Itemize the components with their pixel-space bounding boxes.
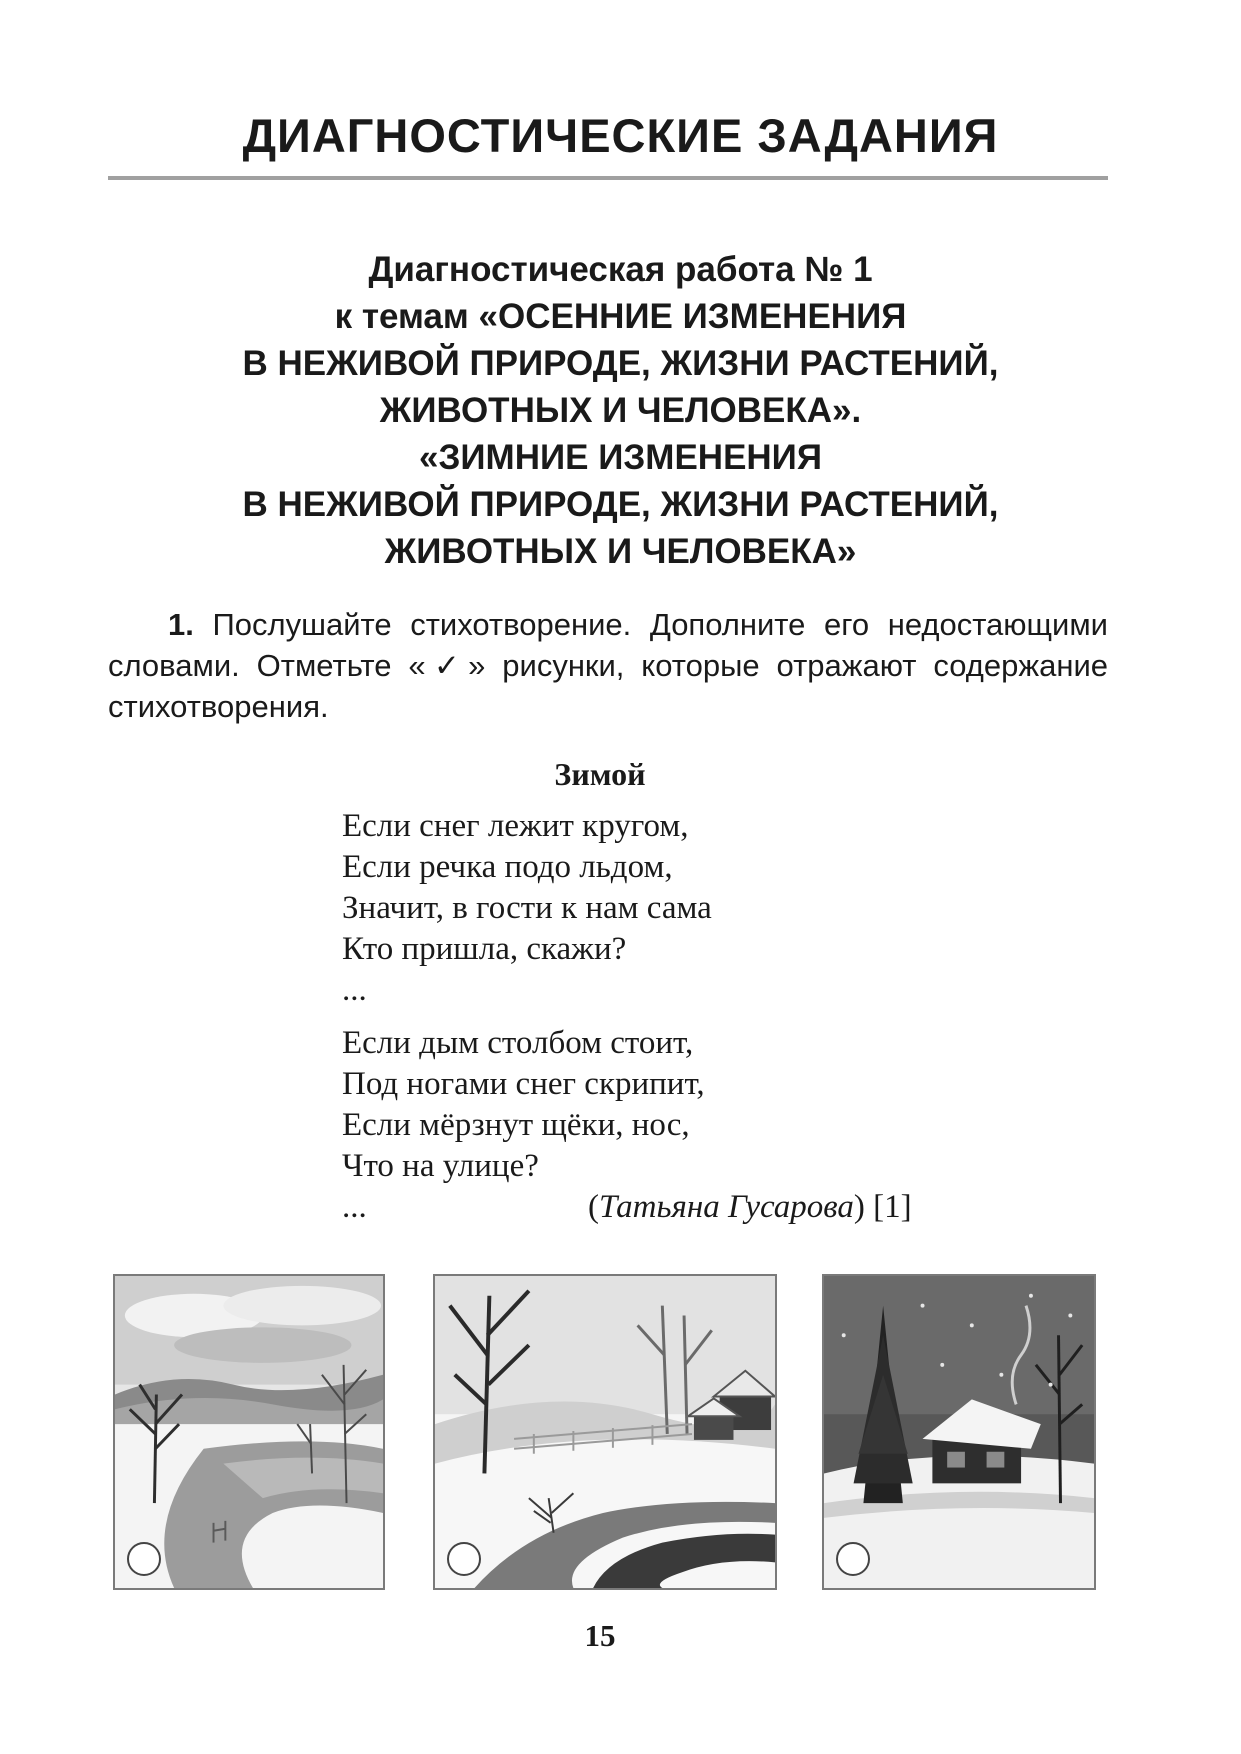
author-name: Татьяна Гусарова — [599, 1189, 854, 1225]
winter-night-cabin-icon — [824, 1276, 1094, 1588]
poem-blank-line: ... — [342, 1189, 367, 1225]
work-heading-line: Диагностическая работа № 1 — [368, 250, 873, 289]
winter-stream-house-icon — [435, 1276, 775, 1588]
winter-river-landscape-icon — [115, 1276, 383, 1588]
poem-line: Кто пришла, скажи? — [342, 931, 627, 967]
work-heading-line: к темам «ОСЕННИЕ ИЗМЕНЕНИЯ — [334, 297, 907, 336]
poem-author: (Татьяна Гусарова) [1] — [588, 1189, 912, 1225]
work-heading-line: ЖИВОТНЫХ И ЧЕЛОВЕКА» — [384, 532, 857, 571]
answer-checkbox[interactable] — [127, 1542, 161, 1576]
poem-last-line — [342, 1187, 1032, 1228]
work-heading-line: В НЕЖИВОЙ ПРИРОДЕ, ЖИЗНИ РАСТЕНИЙ, — [242, 344, 999, 383]
task-text: Послушайте стихотворение. Дополните его недостающими словами. Отметьте «✓» рисунки, которые отражают содержание стихотворения. — [108, 607, 1108, 724]
poem-title: Зимой — [554, 756, 646, 792]
work-heading — [60, 246, 1181, 575]
poem-line: Если дым столбом стоит, — [342, 1025, 694, 1061]
answer-checkbox[interactable] — [836, 1542, 870, 1576]
work-heading-line: В НЕЖИВОЙ ПРИРОДЕ, ЖИЗНИ РАСТЕНИЙ, — [242, 485, 999, 524]
picture-2 — [433, 1274, 777, 1590]
picture-3 — [822, 1274, 1096, 1590]
source-reference: [1] — [873, 1189, 912, 1225]
poem-line: Если мёрзнут щёки, нос, — [342, 1107, 690, 1143]
task-number: 1. — [168, 607, 194, 642]
poem-blank-line: ... — [342, 972, 367, 1008]
picture-1 — [113, 1274, 385, 1590]
poem-line: Значит, в гости к нам сама — [342, 890, 712, 926]
page-number: 15 — [584, 1618, 616, 1653]
task-1 — [108, 604, 1108, 727]
work-heading-line: «ЗИМНИЕ ИЗМЕНЕНИЯ — [419, 438, 822, 477]
title-divider — [108, 176, 1108, 180]
answer-checkbox[interactable] — [447, 1542, 481, 1576]
work-heading-line: ЖИВОТНЫХ И ЧЕЛОВЕКА». — [379, 391, 862, 430]
poem-line: Под ногами снег скрипит, — [342, 1066, 705, 1102]
poem-line: Что на улице? — [342, 1148, 539, 1184]
section-title: ДИАГНОСТИЧЕСКИЕ ЗАДАНИЯ — [242, 109, 999, 162]
poem-line: Если снег лежит кругом, — [342, 808, 689, 844]
poem-line: Если речка подо льдом, — [342, 849, 673, 885]
poem — [342, 806, 1032, 1228]
